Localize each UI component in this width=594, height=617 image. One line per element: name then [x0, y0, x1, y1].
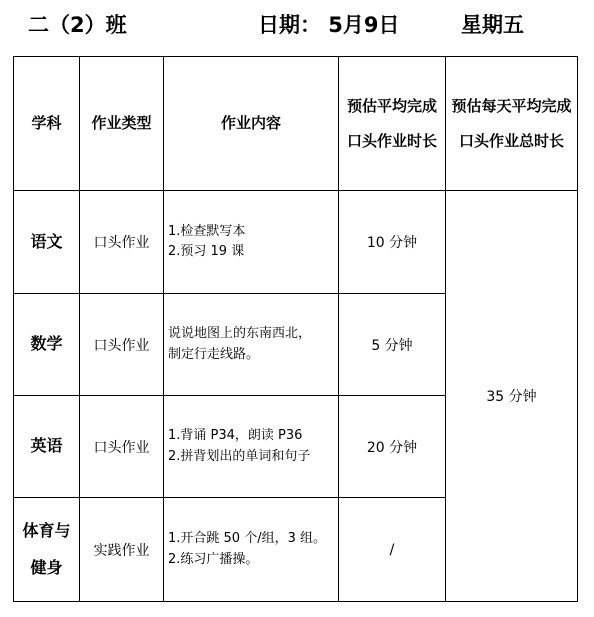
content-cell — [164, 396, 339, 498]
content-cell — [164, 498, 339, 602]
subject-cell: 数学 — [14, 294, 80, 396]
weekday-label: 星期五 — [461, 13, 524, 37]
content-line: 1.开合跳 50 个/组，3 组。 — [168, 531, 326, 547]
type-cell: 口头作业 — [80, 191, 164, 294]
time-cell: 10 分钟 — [339, 191, 446, 294]
content-cell — [164, 191, 339, 294]
column-header: 作业内容 — [164, 57, 339, 191]
content-cell — [164, 294, 339, 396]
subject-cell: 英语 — [14, 396, 80, 498]
homework-table — [13, 56, 578, 602]
table-header-row — [14, 57, 578, 191]
content-line: 2.预习 19 课 — [168, 244, 245, 259]
column-header: 学科 — [14, 57, 80, 191]
table-row — [14, 191, 578, 294]
column-header: 预估每天平均完成口头作业总时长 — [446, 57, 578, 191]
column-header: 预估平均完成口头作业时长 — [339, 57, 446, 191]
type-cell: 口头作业 — [80, 294, 164, 396]
time-cell: 20 分钟 — [339, 396, 446, 498]
time-cell: 5 分钟 — [339, 294, 446, 396]
content-line: 1.背诵 P34，朗读 P36 — [168, 428, 303, 444]
type-cell: 口头作业 — [80, 396, 164, 498]
content-line: 制定行走线路。 — [168, 346, 260, 362]
time-cell: / — [339, 498, 446, 602]
class-label: 二（2）班 — [28, 13, 127, 37]
subject-cell: 语文 — [14, 191, 80, 294]
content-line: 2.练习广播操。 — [168, 551, 259, 567]
content-line: 1.检查默写本 — [168, 223, 246, 239]
total-time-cell: 35 分钟 — [446, 191, 578, 602]
content-line: 2.拼背划出的单词和句子 — [168, 448, 311, 464]
column-header: 作业类型 — [80, 57, 164, 191]
subject-cell: 体育与健身 — [14, 498, 80, 602]
date-label: 日期： 5月9日 — [258, 13, 400, 37]
type-cell: 实践作业 — [80, 498, 164, 602]
content-line: 说说地图上的东南西北， — [168, 326, 312, 342]
